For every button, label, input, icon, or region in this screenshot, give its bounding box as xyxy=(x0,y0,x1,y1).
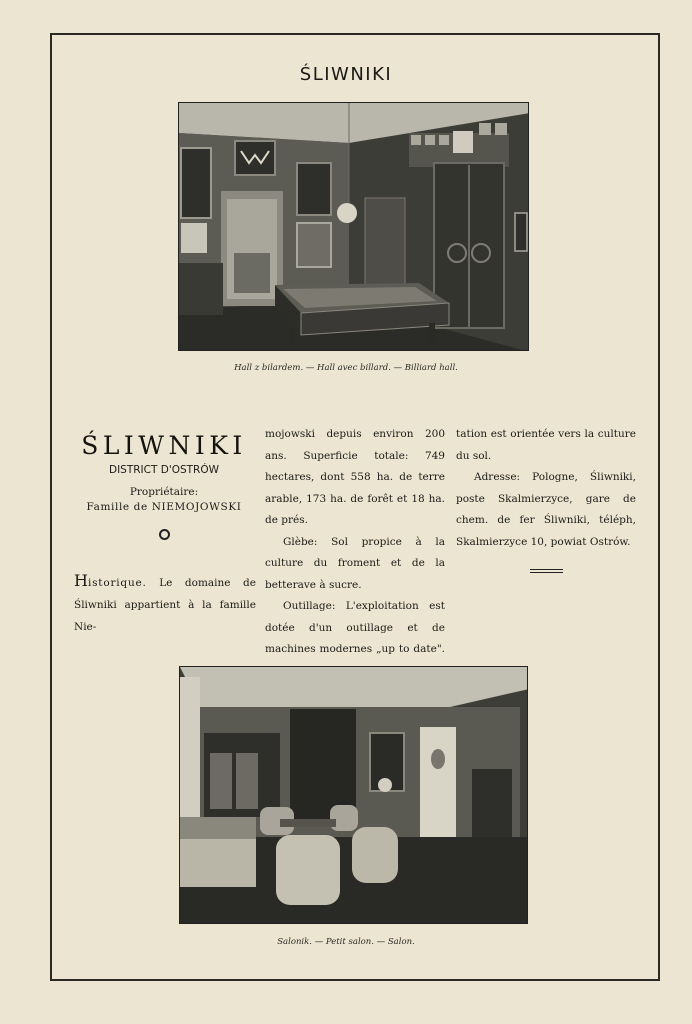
circle-ornament-icon xyxy=(72,525,256,539)
historique-heading: istorique. xyxy=(87,577,147,589)
historique-text: Le domaine de Śliwniki appartient à la famille Nie- xyxy=(74,577,256,633)
salon-photo xyxy=(179,666,528,924)
text-column-3 xyxy=(456,424,636,553)
culture-paragraph: tation est orientée vers la culture du sol. xyxy=(456,428,636,462)
address-paragraph: Adresse: Pologne, Śliwniki, poste Skalmierzyce, gare de chem. de fer Śliwniki, téléph, Skalmierzyce 10, powiat Ostrów. xyxy=(456,471,636,548)
photo-caption-top: Hall z bilardem. — Hall avec billard. — Billiard hall. xyxy=(234,363,458,373)
district-label: DISTRICT D'OSTRÓW xyxy=(109,464,219,476)
estate-heading-block xyxy=(72,430,256,539)
end-rule xyxy=(530,569,563,573)
historique-paragraph xyxy=(74,570,256,638)
area-paragraph: mojowski depuis environ 200 ans. Superficie totale: 749 hectares, dont 558 ha. de terre arable, 173 ha. de forêt et 18 ha. de prés. xyxy=(265,428,445,526)
estate-name: ŚLIWNIKI xyxy=(81,431,247,460)
billiard-hall-photo xyxy=(178,102,529,351)
photo-caption-bottom: Salonik. — Petit salon. — Salon. xyxy=(277,937,415,947)
owner-label: Propriétaire: xyxy=(129,486,199,498)
equipment-paragraph: Outillage: L'exploitation est dotée d'un outillage et de machines modernes „up to date". xyxy=(265,600,445,655)
text-column-2 xyxy=(265,424,445,682)
owner-name: Famille de NIEMOJOWSKI xyxy=(86,501,242,513)
soil-paragraph: Glèbe: Sol propice à la culture du froment et de la betterave à sucre. xyxy=(265,535,445,591)
historique-drop-letter: H xyxy=(74,571,88,590)
page-title: ŚLIWNIKI xyxy=(299,64,393,85)
